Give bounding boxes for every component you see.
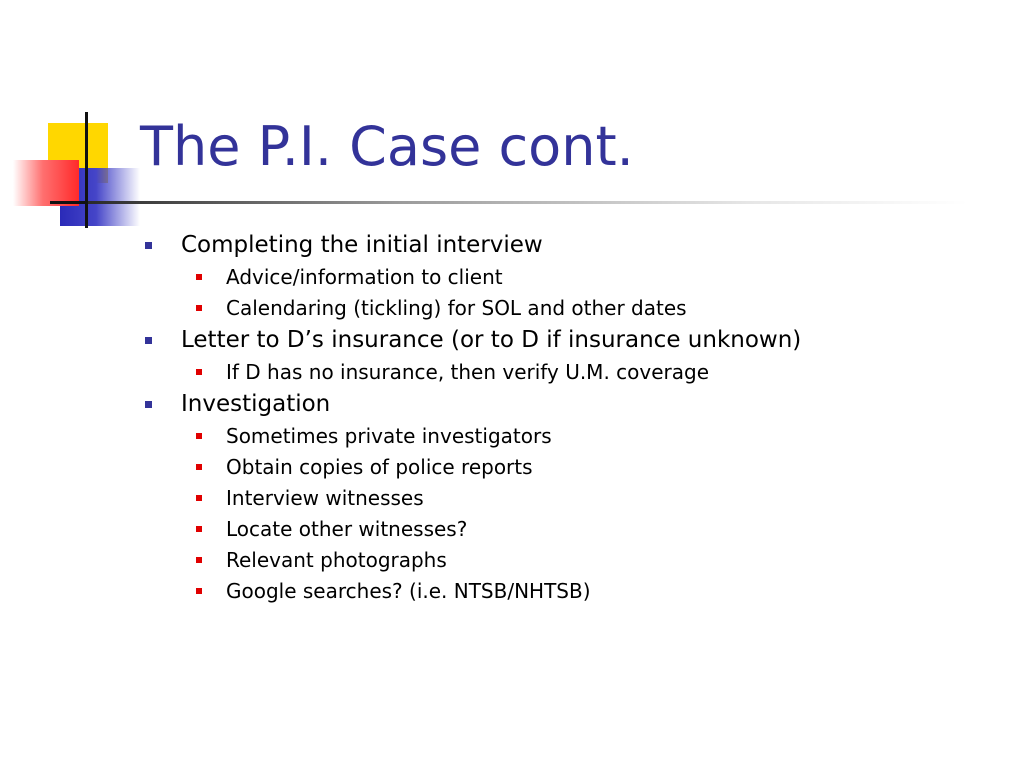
square-bullet-icon bbox=[196, 464, 202, 470]
square-bullet-icon bbox=[196, 369, 202, 375]
sub-bullet-text: Relevant photographs bbox=[226, 548, 447, 572]
sub-bullet-item bbox=[0, 357, 1024, 387]
sub-bullet-text: Locate other witnesses? bbox=[226, 517, 468, 541]
sub-bullet-text: Calendaring (tickling) for SOL and other dates bbox=[226, 296, 687, 320]
square-bullet-icon bbox=[145, 337, 152, 344]
sub-bullet-item bbox=[0, 545, 1024, 575]
red-square bbox=[13, 160, 79, 206]
sub-bullet-text: Sometimes private investigators bbox=[226, 424, 552, 448]
bullet-item bbox=[0, 230, 1024, 261]
bullet-list bbox=[0, 228, 1024, 606]
sub-bullet-text: If D has no insurance, then verify U.M. coverage bbox=[226, 360, 710, 384]
bullet-text: Investigation bbox=[181, 391, 331, 417]
sub-bullet-item bbox=[0, 452, 1024, 482]
bullet-text: Completing the initial interview bbox=[181, 232, 543, 258]
sub-bullet-item bbox=[0, 576, 1024, 606]
sub-bullet-text: Interview witnesses bbox=[226, 486, 424, 510]
square-bullet-icon bbox=[196, 557, 202, 563]
sub-bullet-item bbox=[0, 421, 1024, 451]
square-bullet-icon bbox=[196, 495, 202, 501]
sub-bullet-item bbox=[0, 262, 1024, 292]
sub-bullet-item bbox=[0, 483, 1024, 513]
bullet-item bbox=[0, 389, 1024, 420]
title-divider bbox=[88, 201, 968, 204]
logo-vertical-line bbox=[85, 112, 88, 228]
square-bullet-icon bbox=[196, 274, 202, 280]
square-bullet-icon bbox=[196, 305, 202, 311]
sub-bullet-text: Advice/information to client bbox=[226, 265, 503, 289]
square-bullet-icon bbox=[145, 401, 152, 408]
sub-bullet-item bbox=[0, 293, 1024, 323]
square-bullet-icon bbox=[145, 242, 152, 249]
square-bullet-icon bbox=[196, 588, 202, 594]
slide-title: The P.I. Case cont. bbox=[140, 115, 634, 178]
decorative-squares-logo bbox=[0, 0, 150, 240]
bullet-text: Letter to D’s insurance (or to D if insurance unknown) bbox=[181, 327, 802, 353]
sub-bullet-text: Google searches? (i.e. NTSB/NHTSB) bbox=[226, 579, 591, 603]
bullet-item bbox=[0, 325, 1024, 356]
square-bullet-icon bbox=[196, 526, 202, 532]
sub-bullet-item bbox=[0, 514, 1024, 544]
sub-bullet-text: Obtain copies of police reports bbox=[226, 455, 533, 479]
square-bullet-icon bbox=[196, 433, 202, 439]
